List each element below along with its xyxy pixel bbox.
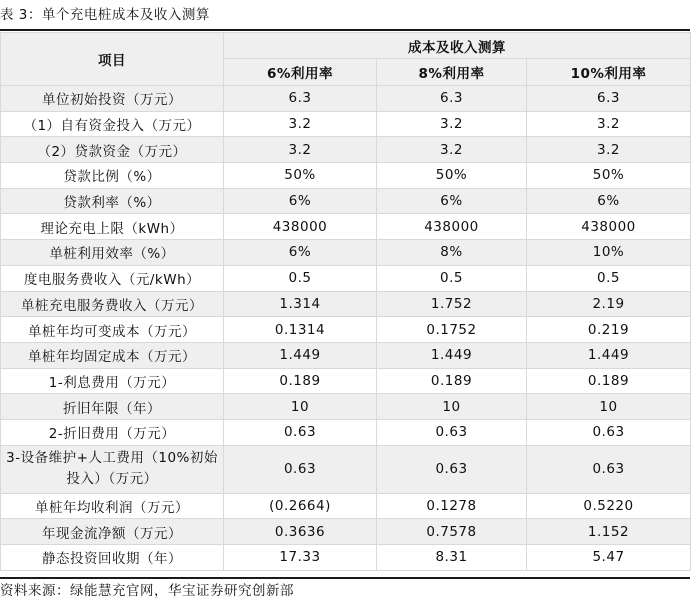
- row-value-col-2: 0.7578: [377, 519, 527, 545]
- table-row: [1, 291, 691, 317]
- row-value-col-3: 1.152: [527, 519, 691, 545]
- row-value-col-2: 1.449: [377, 342, 527, 368]
- row-label: 度电服务费收入（元/kWh）: [1, 265, 224, 291]
- row-value-col-3: 0.63: [527, 419, 691, 445]
- table-row: [1, 163, 691, 189]
- row-value-col-3: 0.5: [527, 265, 691, 291]
- row-value-col-2: 0.5: [377, 265, 527, 291]
- row-label: 1-利息费用（万元）: [1, 368, 224, 394]
- row-value-col-1: 0.1314: [224, 317, 377, 343]
- row-value-col-3: 2.19: [527, 291, 691, 317]
- header-col-10pct: 10%利用率: [527, 59, 691, 86]
- table-row: [1, 317, 691, 343]
- table-row: [1, 545, 691, 571]
- table-bottom-divider: [0, 577, 690, 579]
- table-row: [1, 240, 691, 266]
- row-value-col-3: 10%: [527, 240, 691, 266]
- row-value-col-2: 3.2: [377, 111, 527, 137]
- table-row: [1, 368, 691, 394]
- row-value-col-2: 8.31: [377, 545, 527, 571]
- row-value-col-1: (0.2664): [224, 493, 377, 519]
- row-label: 静态投资回收期（年）: [1, 545, 224, 571]
- row-value-col-3: 0.63: [527, 445, 691, 493]
- row-value-col-2: 6%: [377, 188, 527, 214]
- row-value-col-1: 0.5: [224, 265, 377, 291]
- table-row: [1, 493, 691, 519]
- header-col-6pct: 6%利用率: [224, 59, 377, 86]
- row-label: 单桩充电服务费收入（万元）: [1, 291, 224, 317]
- row-value-col-1: 0.3636: [224, 519, 377, 545]
- row-value-col-3: 0.219: [527, 317, 691, 343]
- header-item: 项目: [1, 33, 224, 86]
- table-row: [1, 214, 691, 240]
- caption-divider: [0, 29, 690, 31]
- row-value-col-2: 0.63: [377, 419, 527, 445]
- header-group: 成本及收入测算: [224, 33, 691, 59]
- table-row: [1, 419, 691, 445]
- row-label: 单桩利用效率（%）: [1, 240, 224, 266]
- row-value-col-1: 3.2: [224, 111, 377, 137]
- header-col-8pct: 8%利用率: [377, 59, 527, 86]
- row-value-col-3: 1.449: [527, 342, 691, 368]
- row-label: 单位初始投资（万元）: [1, 86, 224, 112]
- cost-revenue-table: [0, 32, 691, 571]
- row-label: 单桩年均可变成本（万元）: [1, 317, 224, 343]
- row-value-col-1: 6.3: [224, 86, 377, 112]
- row-label: （1）自有资金投入（万元）: [1, 111, 224, 137]
- row-value-col-3: 3.2: [527, 111, 691, 137]
- row-value-col-1: 438000: [224, 214, 377, 240]
- row-label: 理论充电上限（kWh）: [1, 214, 224, 240]
- row-label: 贷款比例（%）: [1, 163, 224, 189]
- row-value-col-2: 50%: [377, 163, 527, 189]
- row-value-col-1: 6%: [224, 240, 377, 266]
- row-label: 折旧年限（年）: [1, 394, 224, 420]
- row-value-col-1: 0.189: [224, 368, 377, 394]
- row-value-col-3: 3.2: [527, 137, 691, 163]
- row-value-col-1: 0.63: [224, 419, 377, 445]
- row-value-col-2: 1.752: [377, 291, 527, 317]
- row-value-col-3: 6%: [527, 188, 691, 214]
- row-label: 单桩年均收利润（万元）: [1, 493, 224, 519]
- row-value-col-1: 1.314: [224, 291, 377, 317]
- row-value-col-2: 0.189: [377, 368, 527, 394]
- row-label: 单桩年均固定成本（万元）: [1, 342, 224, 368]
- row-label: 年现金流净额（万元）: [1, 519, 224, 545]
- row-value-col-3: 0.5220: [527, 493, 691, 519]
- table-row: [1, 188, 691, 214]
- row-value-col-3: 438000: [527, 214, 691, 240]
- row-label: 贷款利率（%）: [1, 188, 224, 214]
- row-value-col-3: 0.189: [527, 368, 691, 394]
- row-value-col-1: 3.2: [224, 137, 377, 163]
- row-label: 3-设备维护+人工费用（10%初始投入）（万元）: [1, 445, 224, 493]
- table-caption: 表 3：单个充电桩成本及收入测算: [0, 7, 210, 23]
- table-row: [1, 445, 691, 493]
- row-value-col-1: 50%: [224, 163, 377, 189]
- table-row: [1, 86, 691, 112]
- row-value-col-2: 3.2: [377, 137, 527, 163]
- row-value-col-2: 6.3: [377, 86, 527, 112]
- row-value-col-3: 6.3: [527, 86, 691, 112]
- row-value-col-3: 10: [527, 394, 691, 420]
- row-value-col-1: 6%: [224, 188, 377, 214]
- table-header-row-1: [1, 33, 691, 59]
- row-value-col-2: 0.63: [377, 445, 527, 493]
- table-row: [1, 111, 691, 137]
- row-value-col-2: 438000: [377, 214, 527, 240]
- table-row: [1, 519, 691, 545]
- table-row: [1, 265, 691, 291]
- row-value-col-2: 8%: [377, 240, 527, 266]
- table-body: [1, 86, 691, 571]
- table-row: [1, 137, 691, 163]
- row-value-col-1: 10: [224, 394, 377, 420]
- row-value-col-1: 0.63: [224, 445, 377, 493]
- source-note: 资料来源：绿能慧充官网，华宝证券研究创新部: [0, 583, 294, 599]
- row-label: 2-折旧费用（万元）: [1, 419, 224, 445]
- row-value-col-2: 0.1278: [377, 493, 527, 519]
- row-value-col-1: 17.33: [224, 545, 377, 571]
- row-value-col-3: 5.47: [527, 545, 691, 571]
- row-value-col-3: 50%: [527, 163, 691, 189]
- row-value-col-2: 0.1752: [377, 317, 527, 343]
- row-value-col-2: 10: [377, 394, 527, 420]
- table-row: [1, 342, 691, 368]
- table-row: [1, 394, 691, 420]
- row-label: （2）贷款资金（万元）: [1, 137, 224, 163]
- row-value-col-1: 1.449: [224, 342, 377, 368]
